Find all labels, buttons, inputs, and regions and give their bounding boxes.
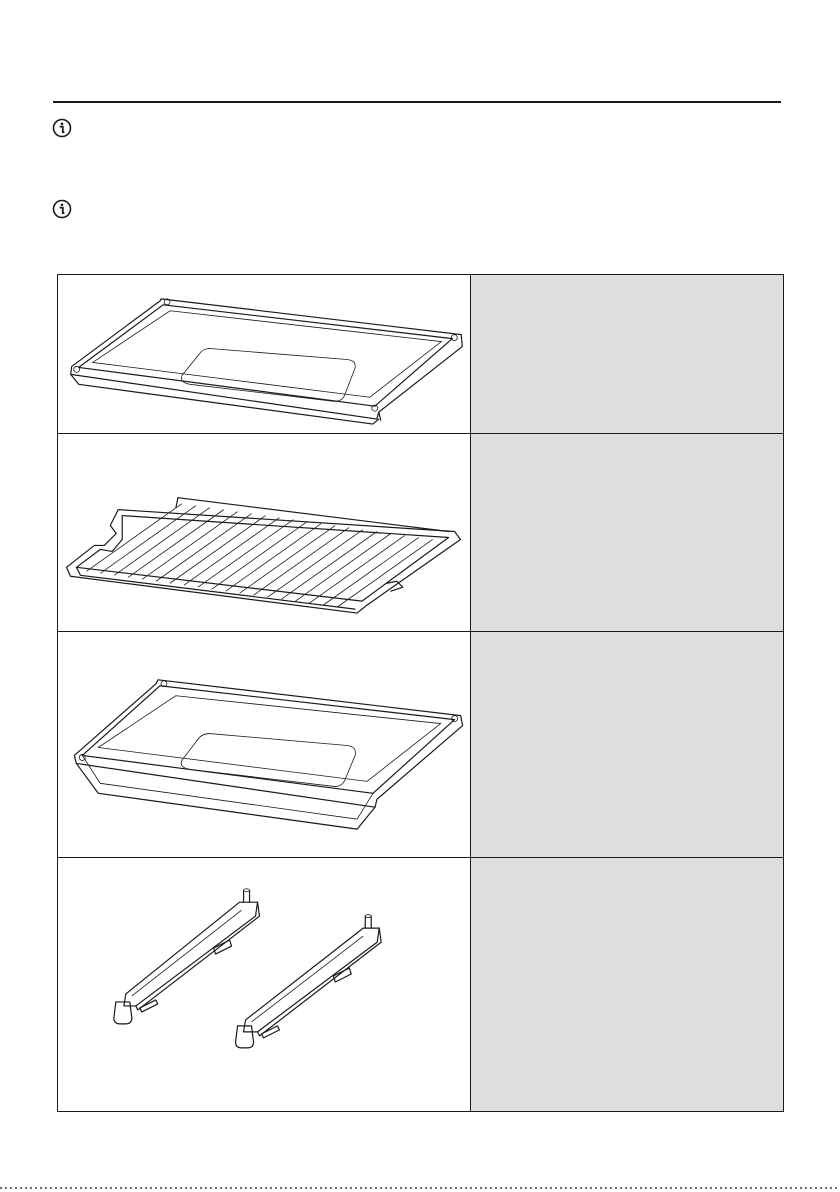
page-bottom-edge <box>0 1187 840 1189</box>
accessory-description <box>471 275 783 303</box>
accessory-description-cell <box>471 632 783 857</box>
deep-pan-illustration <box>58 632 471 857</box>
baking-tray-illustration <box>58 275 471 433</box>
info-icon <box>52 118 72 138</box>
accessory-description-cell <box>471 434 783 631</box>
accessory-description <box>471 858 783 886</box>
accessory-row-telescopic-runners <box>58 858 783 1111</box>
accessory-table <box>57 274 784 1112</box>
accessory-description-cell <box>471 275 783 433</box>
accessory-row-wire-shelf <box>58 434 783 632</box>
wire-shelf-illustration <box>58 434 471 631</box>
accessory-description <box>471 434 783 462</box>
accessory-row-baking-tray <box>58 275 783 434</box>
accessory-description <box>471 632 783 660</box>
accessory-row-deep-pan <box>58 632 783 858</box>
telescopic-runners-illustration <box>58 858 471 1111</box>
info-icon <box>52 199 72 219</box>
header-rule <box>53 101 781 103</box>
accessory-description-cell <box>471 858 783 1111</box>
